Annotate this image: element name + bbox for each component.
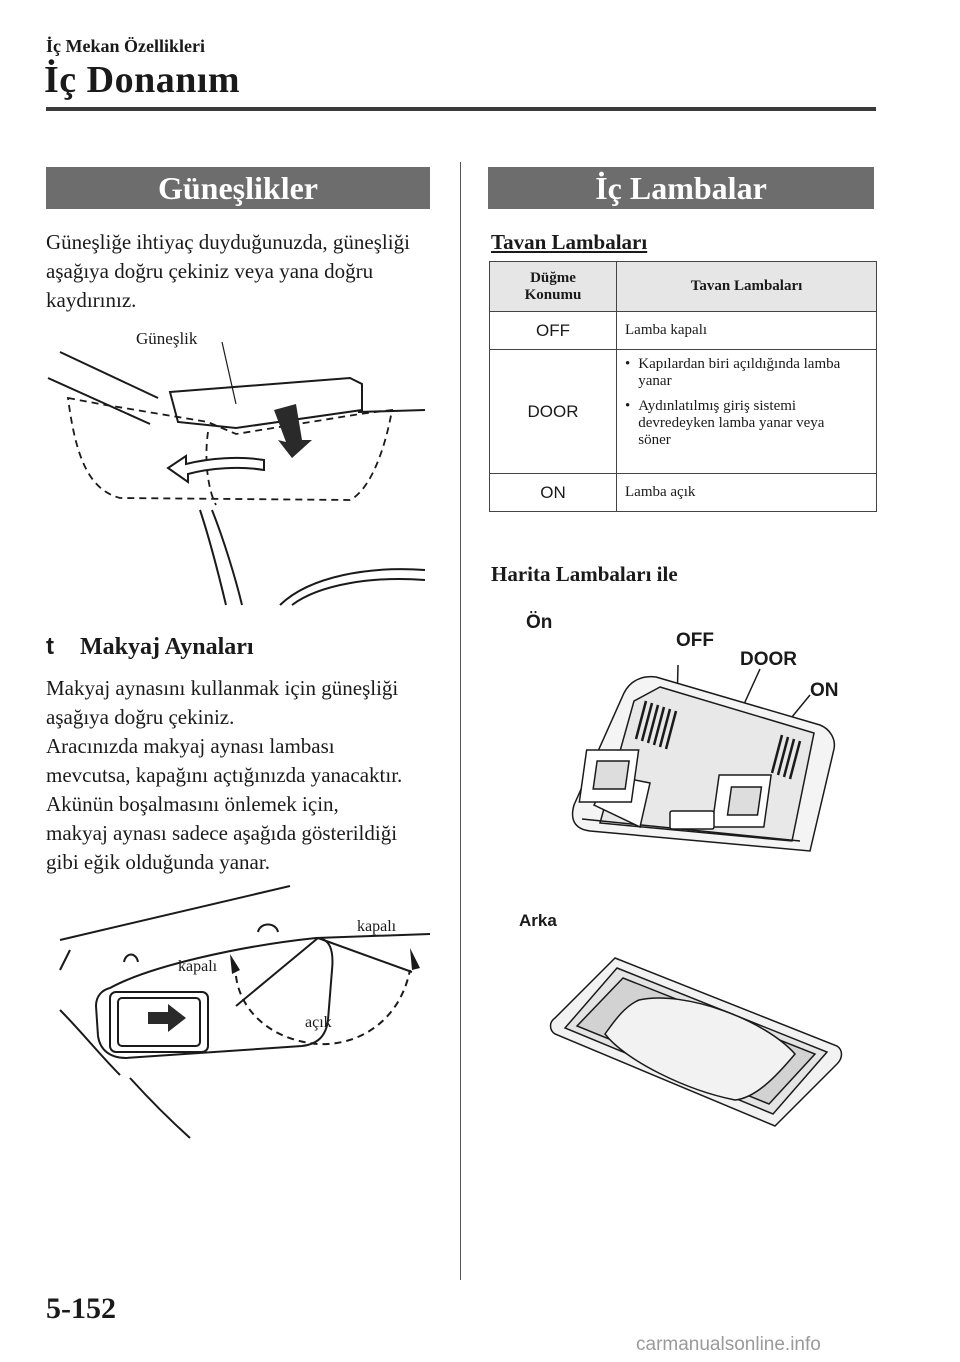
mirror-label-open: açık [305, 1014, 332, 1031]
table-row [490, 350, 877, 474]
bullet-icon: • [625, 398, 631, 414]
mirror-heading [46, 633, 254, 661]
bullet-icon: • [625, 356, 631, 372]
sunvisor-line: kaydırınız. [46, 288, 137, 312]
description-cell: Lamba kapalı [617, 312, 877, 350]
mirror-line: mevcutsa, kapağını açtığınızda yanacaktır. [46, 763, 403, 787]
ceiling-lights-table [489, 261, 877, 512]
mirror-line: gibi eğik olduğunda yanar. [46, 850, 270, 874]
watermark: carmanualsonline.info [636, 1334, 821, 1355]
table-header-lamps: Tavan Lambaları [617, 262, 877, 312]
description-cell: Lamba açık [617, 474, 877, 512]
mirror-line: makyaj aynası sadece aşağıda gösterildiği [46, 821, 398, 845]
front-map-light-illustration [560, 655, 860, 870]
list-item [625, 356, 868, 390]
section-marker: t [46, 633, 54, 660]
interior-lights-heading: İç Lambalar [488, 167, 874, 209]
page-number: 5-152 [46, 1292, 116, 1325]
table-header-position [490, 262, 617, 312]
mirror-line: Akünün boşalmasını önlemek için, [46, 792, 339, 816]
ceiling-lights-title: Tavan Lambaları [491, 230, 648, 254]
mirror-line: Makyaj aynasını kullanmak için güneşliği [46, 676, 399, 700]
sunvisor-text [46, 228, 446, 315]
table-row [490, 312, 877, 350]
chapter-rule [46, 107, 876, 111]
column-divider [460, 162, 461, 1280]
mirror-line: aşağıya doğru çekiniz. [46, 705, 235, 729]
mirror-heading-text: Makyaj Aynaları [80, 634, 254, 660]
on-label: ON [810, 680, 839, 701]
sunvisor-illustration [40, 340, 440, 610]
sunvisor-line: Güneşliğe ihtiyaç duyduğunuzda, güneşliği [46, 230, 410, 254]
position-cell: DOOR [490, 350, 617, 474]
sunvisor-heading: Güneşlikler [46, 167, 430, 209]
table-row [490, 474, 877, 512]
description-cell [617, 350, 877, 474]
mirror-label-closed-right: kapalı [357, 918, 397, 935]
rear-lamp-illustration [545, 950, 845, 1130]
chapter-title: İç Donanım [44, 59, 241, 101]
list-item-text: Kapılardan biri açıldığında lamba yanar [638, 356, 841, 389]
map-lights-title: Harita Lambaları ile [491, 562, 678, 586]
sunvisor-figure-label: Güneşlik [136, 329, 198, 348]
rear-label: Arka [519, 911, 557, 930]
mirror-line: Aracınızda makyaj aynası lambası [46, 734, 335, 758]
mirror-text [46, 674, 446, 877]
position-cell: OFF [490, 312, 617, 350]
list-item-text: Aydınlatılmış giriş sistemi devredeyken lamba yanar veya söner [638, 398, 825, 448]
sunvisor-line: aşağıya doğru çekiniz veya yana doğru [46, 259, 374, 283]
section-kicker: İç Mekan Özellikleri [46, 36, 205, 56]
door-label: DOOR [740, 649, 797, 670]
off-label: OFF [676, 630, 714, 651]
header-text: Düğme Konumu [524, 269, 582, 303]
table-header-row [490, 262, 877, 312]
position-cell: ON [490, 474, 617, 512]
list-item [625, 398, 868, 449]
front-label: Ön [526, 612, 553, 633]
mirror-label-closed-left: kapalı [178, 958, 218, 975]
